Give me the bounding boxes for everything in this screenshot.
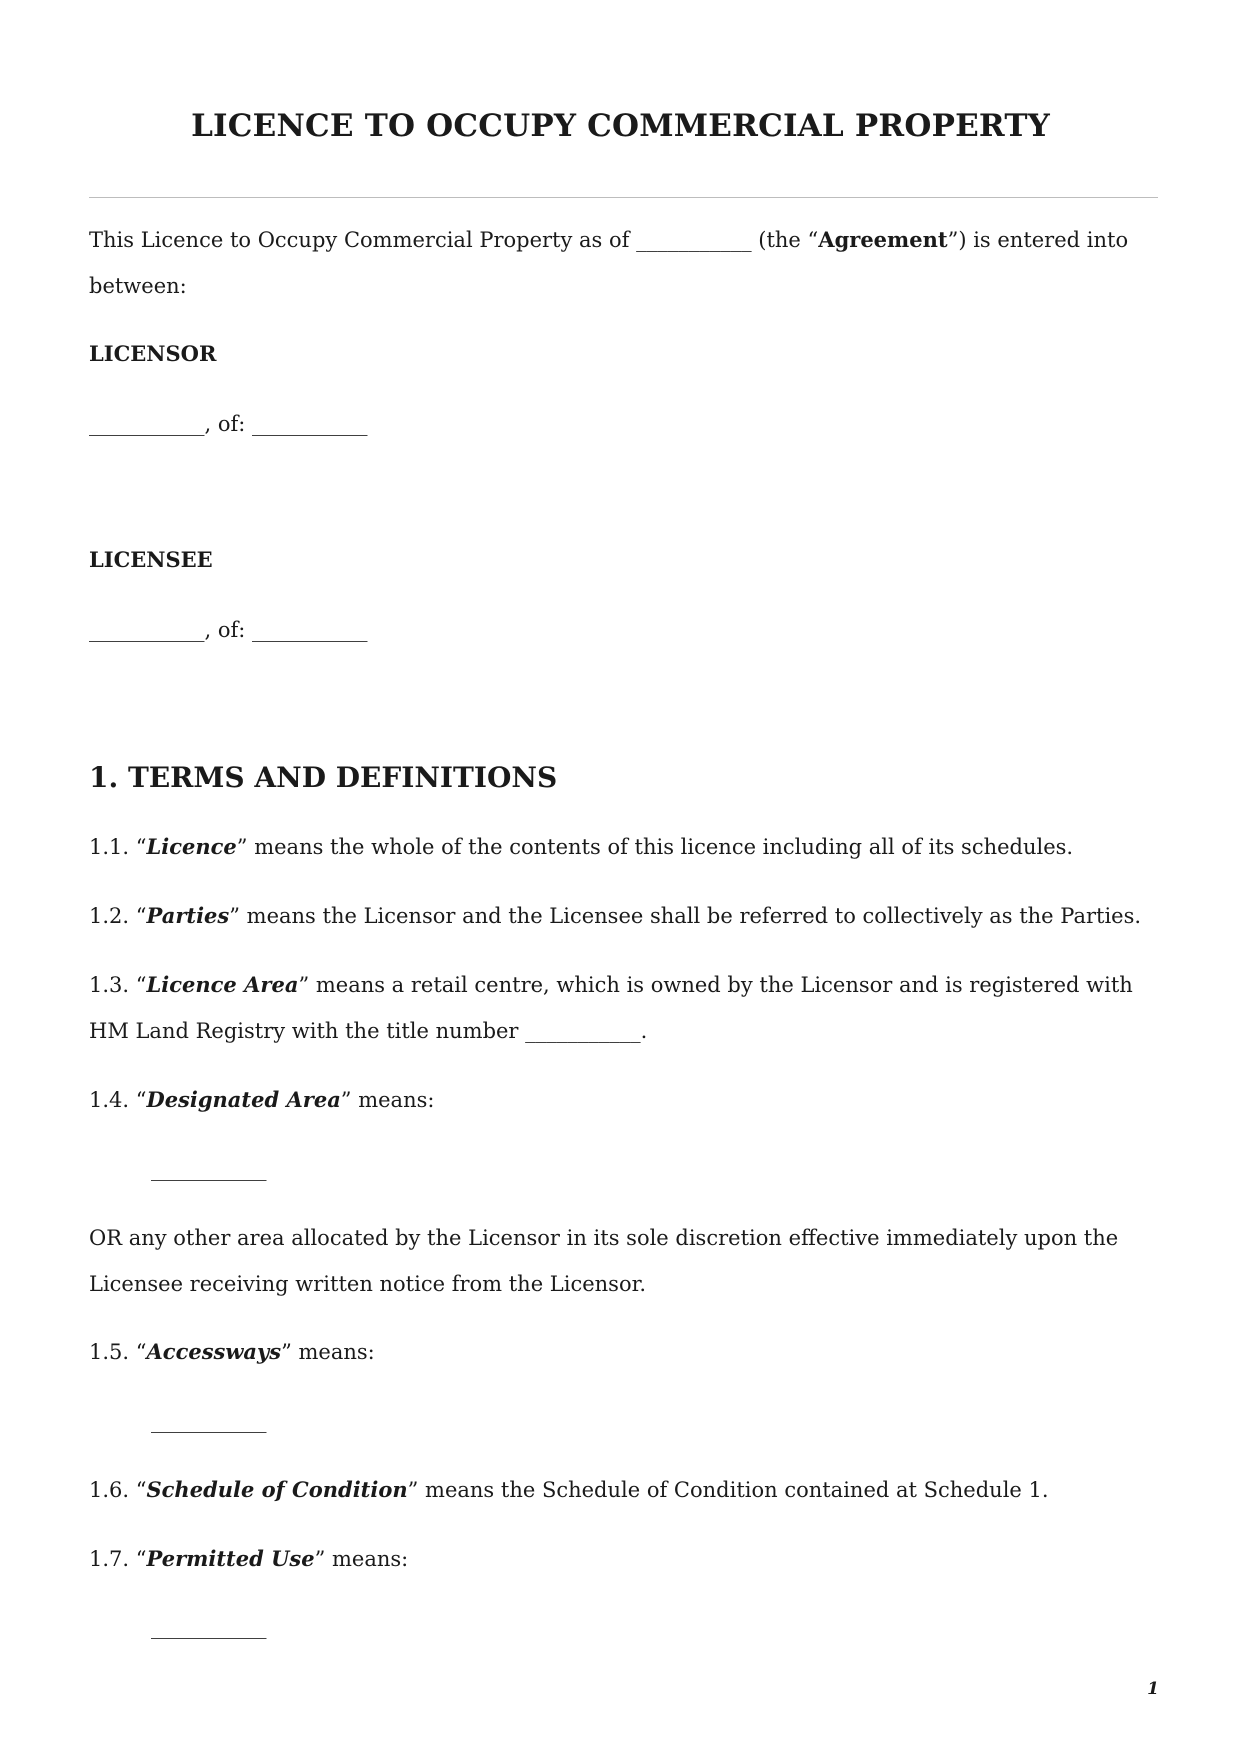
defined-term: Permitted Use — [146, 1546, 315, 1571]
or-paragraph-line-1: OR any other area allocated by the Licensor in its sole discretion effective immediately upon the — [89, 1226, 1119, 1250]
permitted-use-blank: ___________ — [151, 1615, 267, 1639]
definition-number: 1.2. “ — [89, 904, 147, 928]
intro-text-part1: This Licence to Occupy Commercial Property as of ___________ (the “ — [89, 228, 819, 252]
definition-text: ” means the whole of the contents of this licence including all of its schedules. — [236, 835, 1074, 859]
definition-text: ” means the Licensor and the Licensee shall be referred to collectively as the Parties. — [229, 904, 1142, 928]
intro-text-part2: ”) is entered into — [947, 228, 1129, 252]
definition-text: ” means a retail centre, which is owned by the Licensor and is registered with — [298, 973, 1133, 997]
definition-number: 1.7. “ — [89, 1547, 147, 1571]
definition-1-1 — [89, 833, 1073, 861]
definition-1-3 — [89, 971, 1133, 999]
defined-term: Designated Area — [146, 1087, 341, 1112]
agreement-term: Agreement — [818, 227, 948, 252]
definition-1-3-continuation: HM Land Registry with the title number ___________. — [89, 1019, 648, 1043]
document-title: LICENCE TO OCCUPY COMMERCIAL PROPERTY — [191, 108, 1050, 144]
defined-term: Parties — [146, 903, 230, 928]
definition-number: 1.1. “ — [89, 835, 147, 859]
licensor-heading: LICENSOR — [89, 341, 217, 366]
designated-area-blank: ___________ — [151, 1157, 267, 1181]
definition-text: ” means: — [314, 1547, 409, 1571]
definition-1-2 — [89, 902, 1141, 930]
definition-number: 1.5. “ — [89, 1340, 147, 1364]
intro-line-1 — [89, 226, 1128, 254]
page-number: 1 — [1147, 1679, 1159, 1699]
accessways-blank: ___________ — [151, 1409, 267, 1433]
defined-term: Licence Area — [146, 972, 299, 997]
intro-line-2: between: — [89, 274, 187, 298]
or-paragraph-line-2: Licensee receiving written notice from the Licensor. — [89, 1272, 647, 1296]
licensee-heading: LICENSEE — [89, 547, 213, 572]
licensor-fill-line: ___________, of: ___________ — [89, 412, 368, 436]
definition-text: ” means the Schedule of Condition contained at Schedule 1. — [407, 1478, 1049, 1502]
definition-number: 1.3. “ — [89, 973, 147, 997]
definition-text: ” means: — [281, 1340, 375, 1364]
licensee-fill-line: ___________, of: ___________ — [89, 618, 368, 642]
section-heading-terms: 1. TERMS AND DEFINITIONS — [89, 761, 558, 794]
title-divider — [89, 197, 1158, 198]
definition-1-4 — [89, 1086, 434, 1114]
defined-term: Accessways — [146, 1339, 282, 1364]
definition-text: ” means: — [340, 1088, 435, 1112]
definition-1-5 — [89, 1338, 375, 1366]
defined-term: Schedule of Condition — [146, 1477, 408, 1502]
defined-term: Licence — [146, 834, 237, 859]
definition-1-6 — [89, 1476, 1049, 1504]
definition-1-7 — [89, 1545, 408, 1573]
definition-number: 1.4. “ — [89, 1088, 147, 1112]
definition-number: 1.6. “ — [89, 1478, 147, 1502]
